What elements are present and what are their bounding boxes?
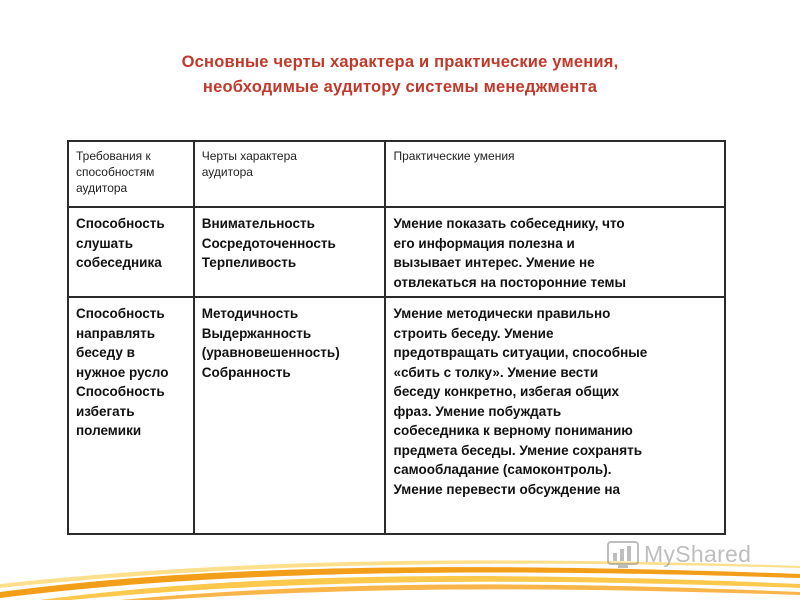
table-cell-skills: Умение показать собеседнику, что его информация полезна и вызывает интерес. Умение не отвлекаться на посторонние темы [385,207,725,297]
myshared-logo [606,536,751,572]
table-cell-traits: Методичность Выдержанность (уравновешенность) Собранность [194,297,386,534]
table-cell-skills: Умение методически правильно строить беседу. Умение предотвращать ситуации, способные «сбить с толку». Умение вести беседу конкретно, избегая общих фраз. Умение побуждать собеседника к верному пониманию предмета беседы. Умение сохранять самообладание (самоконтроль). Умение перевести обсуждение на [385,297,725,534]
title-line-1: Основные черты характера и практические умения, [181,53,619,71]
title-line-2: необходимые аудитору системы менеджмента [202,78,598,96]
table-cell-traits: Внимательность Сосредоточенность Терпеливость [194,207,386,297]
table-header-row [68,141,725,207]
logo-text: MyShared [644,540,752,567]
bar-chart-logo-icon [606,538,640,570]
header-cell-requirements: Требования к способностям аудитора [68,141,194,207]
table-row [68,207,725,297]
header-cell-traits: Черты характера аудитора [194,141,386,207]
requirements-table [67,140,726,535]
table-cell-requirement: Способность направлять беседу в нужное русло Способность избегать полемики [68,297,194,534]
table-row [68,297,725,534]
page-title [60,50,740,100]
header-cell-skills: Практические умения [385,141,725,207]
table-cell-requirement: Способность слушать собеседника [68,207,194,297]
